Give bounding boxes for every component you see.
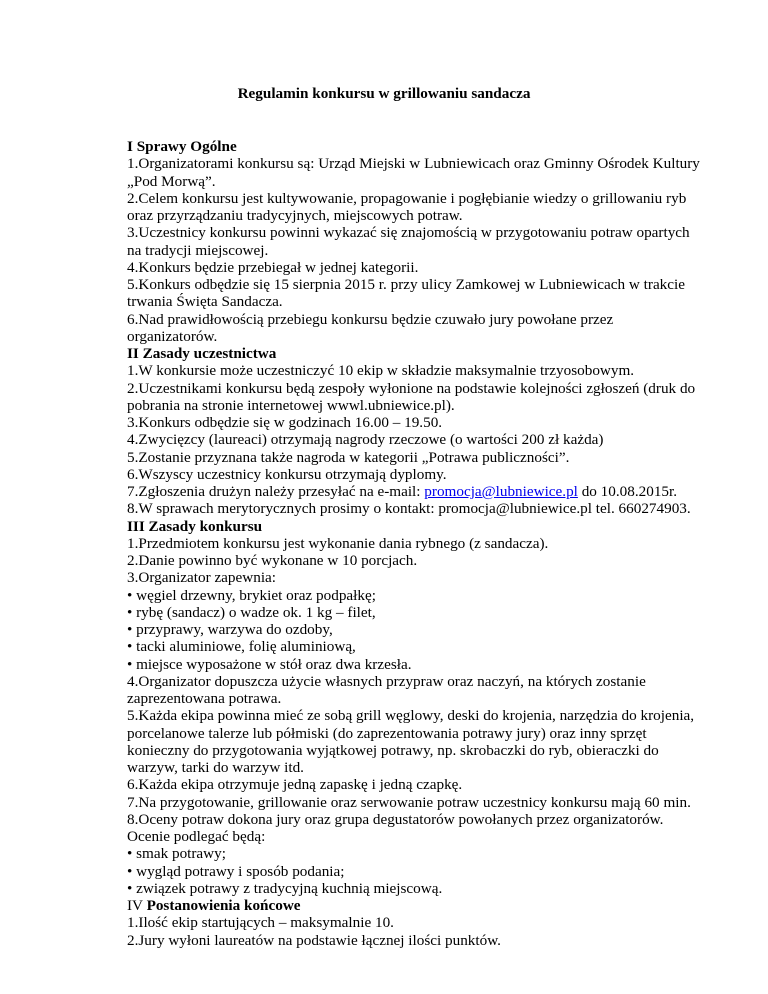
paragraph-line: porcelanowe talerze lub półmiski (do zaprezentowania potrawy jury) oraz inny sprzęt — [127, 724, 647, 742]
paragraph-line: „Pod Morwą”. — [127, 172, 216, 190]
paragraph-line: • węgiel drzewny, brykiet oraz podpałkę; — [127, 586, 376, 604]
paragraph-line: 3.Uczestnicy konkursu powinni wykazać się znajomością w przygotowaniu potraw opartych — [127, 224, 690, 242]
paragraph-line: 3.Konkurs odbędzie się w godzinach 16.00 – 19.50. — [127, 414, 443, 431]
section-number: IV — [127, 897, 147, 914]
paragraph-line: 2.Celem konkursu jest kultywowanie, propagowanie i pogłębianie wiedzy o grillowaniu ryb — [127, 189, 687, 207]
paragraph-line: • smak potrawy; — [127, 845, 226, 863]
paragraph-line-with-link — [127, 483, 687, 500]
paragraph-line: 6.Każda ekipa otrzymuje jedną zapaskę i jedną czapkę. — [127, 776, 463, 794]
section-heading: II Zasady uczestnictwa — [127, 345, 277, 362]
paragraph-line: na tradycji miejscowej. — [127, 241, 269, 259]
paragraph-line: Ocenie podlegać będą: — [127, 828, 266, 845]
paragraph-line: • przyprawy, warzywa do ozdoby, — [127, 621, 333, 638]
paragraph-line: 3.Organizator zapewnia: — [127, 569, 276, 587]
section-heading — [127, 897, 687, 914]
paragraph-line: oraz przyrządzaniu tradycyjnych, miejscowych potraw. — [127, 207, 463, 224]
paragraph-line: 6.Wszyscy uczestnicy konkursu otrzymają dyplomy. — [127, 465, 447, 483]
paragraph-line: pobrania na stronie internetowej wwwl.ubniewice.pl). — [127, 396, 455, 414]
paragraph-line: 5.Każda ekipa powinna mieć ze sobą grill węglowy, deski do krojenia, narzędzia do krojenia, — [127, 707, 695, 725]
paragraph-line: 6.Nad prawidłowością przebiegu konkursu będzie czuwało jury powołane przez — [127, 310, 614, 328]
line-text: do 10.08.2015r. — [577, 483, 678, 500]
paragraph-line: 8.Oceny potraw dokona jury oraz grupa degustatorów powołanych przez organizatorów. — [127, 810, 664, 828]
paragraph-line: 1.Organizatorami konkursu są: Urząd Miejski w Lubniewicach oraz Gminny Ośrodek Kultury — [127, 155, 700, 173]
paragraph-line: warzyw, tarki do warzyw itd. — [127, 759, 304, 776]
paragraph-line: • tacki aluminiowe, folię aluminiową, — [127, 638, 356, 656]
paragraph-line: 2.Uczestnikami konkursu będą zespoły wyłonione na podstawie kolejności zgłoszeń (druk do — [127, 379, 696, 397]
paragraph-line: trwania Święta Sandacza. — [127, 293, 283, 311]
paragraph-line: 1.Ilość ekip startujących – maksymalnie 10. — [127, 914, 394, 932]
paragraph-line: 5.Zostanie przyznana także nagroda w kategorii „Potrawa publiczności”. — [127, 448, 570, 466]
paragraph-line: • miejsce wyposażone w stół oraz dwa krzesła. — [127, 655, 412, 673]
paragraph-line: 7.Na przygotowanie, grillowanie oraz serwowanie potraw uczestnicy konkursu mają 60 min. — [127, 793, 691, 811]
section-heading: I Sprawy Ogólne — [127, 138, 237, 155]
document-body — [127, 138, 700, 949]
paragraph-line: 2.Danie powinno być wykonane w 10 porcjach. — [127, 552, 418, 569]
email-link[interactable]: promocja@lubniewice.pl — [424, 483, 578, 500]
line-text: 7.Zgłoszenia drużyn należy przesyłać na e-mail: — [127, 483, 425, 500]
section-heading-text: Postanowienia końcowe — [146, 897, 301, 914]
paragraph-line: konieczny do przygotowania wyjątkowej potrawy, np. skrobaczki do ryb, obieraczki do — [127, 741, 659, 759]
document-title: Regulamin konkursu w grillowaniu sandacza — [237, 85, 531, 102]
paragraph-line: 1.W konkursie może uczestniczyć 10 ekip w składzie maksymalnie trzyosobowym. — [127, 362, 635, 380]
section-heading: III Zasady konkursu — [127, 517, 263, 535]
paragraph-line: 2.Jury wyłoni laureatów na podstawie łącznej ilości punktów. — [127, 931, 501, 949]
paragraph-line: • związek potrawy z tradycyjną kuchnią miejscową. — [127, 879, 443, 897]
paragraph-line: organizatorów. — [127, 327, 218, 345]
paragraph-line: 4.Zwycięzcy (laureaci) otrzymają nagrody rzeczowe (o wartości 200 zł każda) — [127, 431, 604, 449]
paragraph-line: 5.Konkurs odbędzie się 15 sierpnia 2015 r. przy ulicy Zamkowej w Lubniewicach w trakcie — [127, 276, 685, 293]
paragraph-line: zaprezentowana potrawa. — [127, 690, 282, 707]
paragraph-line: 4.Konkurs będzie przebiegał w jednej kategorii. — [127, 258, 419, 276]
paragraph-line: • rybę (sandacz) o wadze ok. 1 kg – filet, — [127, 603, 376, 621]
paragraph-line: 1.Przedmiotem konkursu jest wykonanie dania rybnego (z sandacza). — [127, 534, 549, 552]
paragraph-line: 8.W sprawach merytorycznych prosimy o kontakt: promocja@lubniewice.pl tel. 660274903. — [127, 500, 691, 518]
paragraph-line: • wygląd potrawy i sposób podania; — [127, 862, 345, 880]
paragraph-line: 4.Organizator dopuszcza użycie własnych przypraw oraz naczyń, na których zostanie — [127, 672, 646, 690]
